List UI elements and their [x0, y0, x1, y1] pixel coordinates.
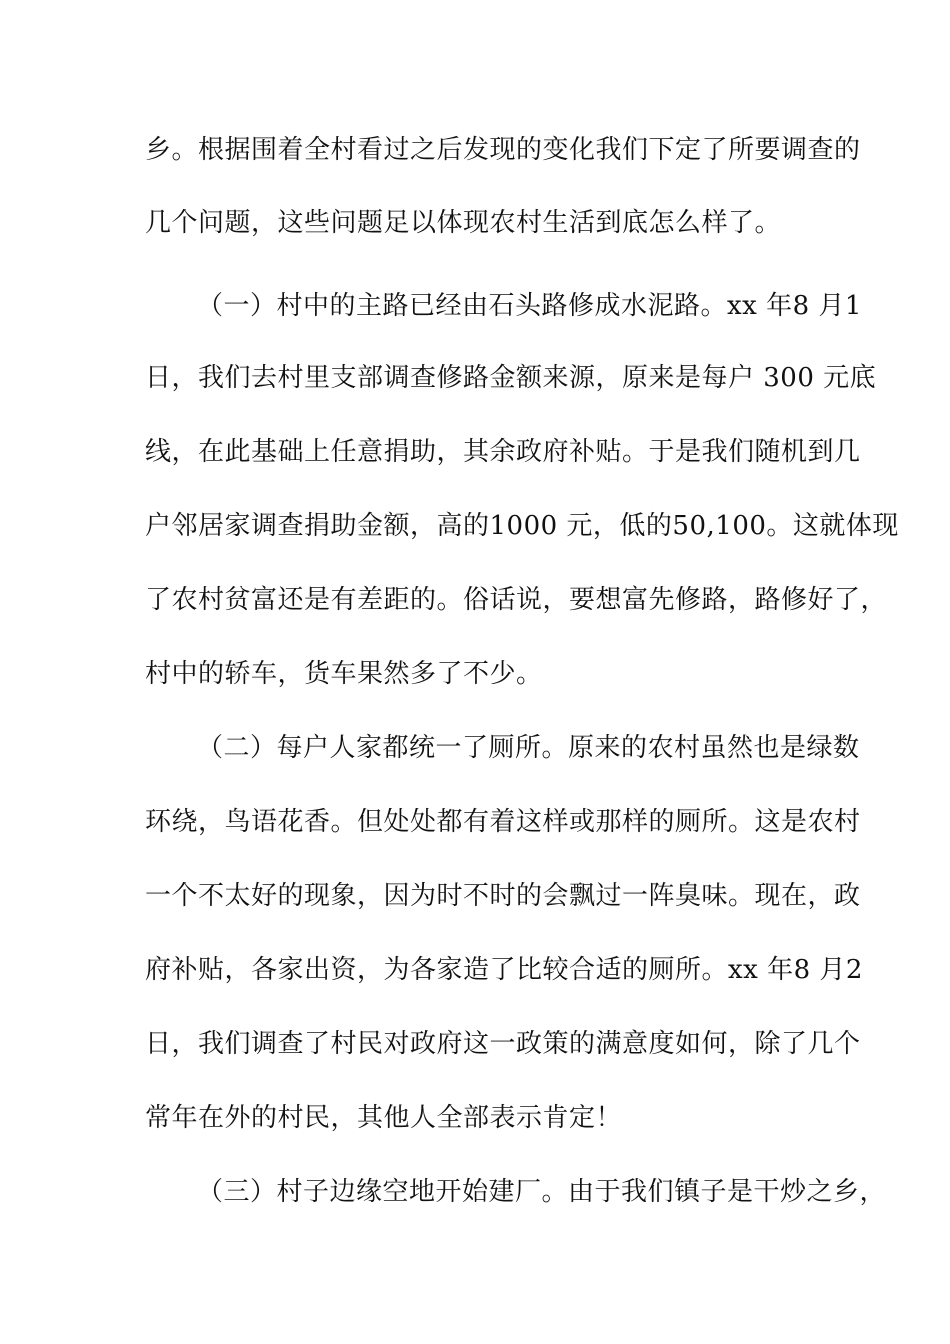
text-line: 几个问题，这些问题足以体现农村生活到底怎么样了。	[145, 208, 782, 238]
text-line: 常年在外的村民，其他人全部表示肯定！	[145, 1103, 623, 1133]
text-line: 日，我们调查了村民对政府这一政策的满意度如何，除了几个	[145, 1029, 861, 1059]
text-line: 了农村贫富还是有差距的。俗话说，要想富先修路，路修好了，	[145, 585, 888, 615]
text-line: 府补贴，各家出资，为各家造了比较合适的厕所。xx 年8 月2	[145, 955, 863, 985]
text-line: 户邻居家调查捐助金额，高的1000 元，低的50,100。这就体现	[145, 511, 899, 541]
text-line: 乡。根据围着全村看过之后发现的变化我们下定了所要调查的	[145, 135, 861, 165]
paragraph-heading-2: （二）每户人家都统一了厕所。原来的农村虽然也是绿数	[197, 733, 860, 763]
text-line: 村中的轿车，货车果然多了不少。	[145, 659, 543, 689]
text-line: 日，我们去村里支部调查修路金额来源，原来是每户 300 元底	[145, 363, 877, 393]
paragraph-heading-3: （三）村子边缘空地开始建厂。由于我们镇子是干炒之乡，	[197, 1177, 887, 1207]
text-line: 线，在此基础上任意捐助，其余政府补贴。于是我们随机到几	[145, 437, 861, 467]
text-line: 一个不太好的现象，因为时不时的会飘过一阵臭味。现在，政	[145, 881, 861, 911]
text-line: 环绕，鸟语花香。但处处都有着这样或那样的厕所。这是农村	[145, 807, 861, 837]
paragraph-heading-1: （一）村中的主路已经由石头路修成水泥路。xx 年8 月1	[197, 291, 862, 321]
